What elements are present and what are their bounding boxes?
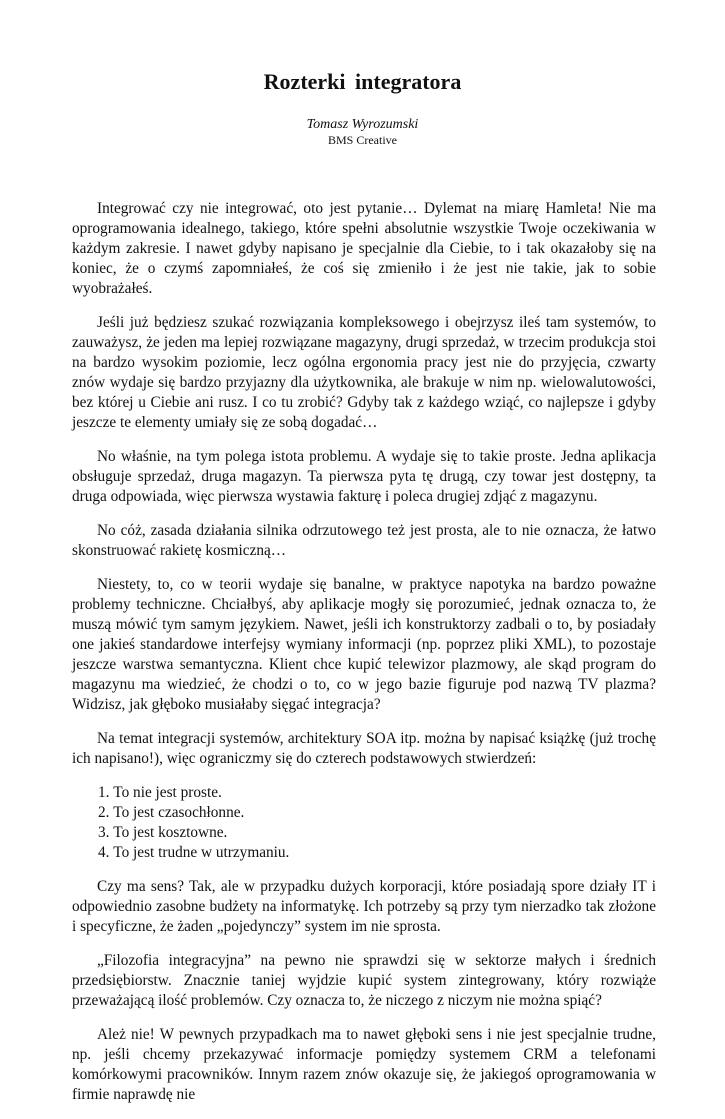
paragraph: Na temat integracji systemów, architektury SOA itp. można by napisać książkę (już trochę ich napisano!), więc ograniczmy się do czterech podstawowych stwierdzeń: [72, 730, 656, 767]
paragraph: Integrować czy nie integrować, oto jest pytanie… Dylemat na miarę Hamleta! Nie ma oprogramowania idealnego, takiego, które spełni absolutnie wszystkie Twoje oczekiwania w każdym zakresie. I nawet gdyby napisano je specjalnie dla Ciebie, to i tak okazałoby się na koniec, że o czymś zapomniałeś, że coś się zmieniło i że jest nie takie, jak to sobie wyobrażałeś. [72, 200, 656, 297]
author-name: Tomasz Wyrozumski [306, 117, 419, 132]
article-body [72, 199, 656, 1119]
paragraph: No właśnie, na tym polega istota problemu. A wydaje się to takie proste. Jedna aplikacja obsługuje sprzedaż, druga magazyn. Ta pierwsza pyta tę drugą, czy towar jest dostępny, ta druga odpowiada, więc pierwsza wystawia fakturę i poleca drugiej zdjąć z magazynu. [72, 448, 656, 505]
list-item: 2. To jest czasochłonne. [98, 803, 656, 823]
list-item: 4. To jest trudne w utrzymaniu. [98, 843, 656, 863]
paragraph: No cóż, zasada działania silnika odrzutowego też jest prosta, ale to nie oznacza, że łatwo skonstruować rakietę kosmiczną… [72, 522, 656, 559]
paragraph: Czy ma sens? Tak, ale w przypadku dużych korporacji, które posiadają spore działy IT i odpowiednio zasobne budżety na informatykę. Ich potrzeby są przy tym nierzadko tak złożone i specyficzne, że żaden „pojedynczy” system im nie sprosta. [72, 878, 656, 935]
paragraph: Jeśli już będziesz szukać rozwiązania kompleksowego i obejrzysz ileś tam systemów, to zauważysz, że jeden ma lepiej rozwiązane magazyny, drugi sprzedaż, w trzecim produkcja stoi na bardzo wysokim poziomie, lecz ogólna ergonomia pracy jest nie do przyjęcia, czwarty znów wydaje się bardzo przyjazny dla użytkownika, ale brakuje w nim np. wielowalutowości, bez której u Ciebie ani rusz. I co tu zrobić? Gdyby tak z każdego wziąć, co najlepsze i gdyby jeszcze te elementy umiały się ze sobą dogadać… [72, 314, 656, 431]
document-title: Rozterki integratora [263, 69, 462, 94]
paragraph: Ależ nie! W pewnych przypadkach ma to nawet głęboki sens i nie jest specjalnie trudne, np. jeśli chcemy przekazywać informacje pomiędzy systemem CRM a telefonami komórkowymi pracowników. Innym razem znów okazuje się, że jakiegoś oprogramowania w firmie naprawdę nie [72, 1026, 656, 1103]
author-affiliation: BMS Creative [328, 133, 397, 147]
paragraph: „Filozofia integracyjna” na pewno nie sprawdzi się w sektorze małych i średnich przedsiębiorstw. Znacznie taniej wyjdzie kupić system zintegrowany, który rozwiąże przeważającą ilość problemów. Czy oznacza to, że niczego z niczym nie można spiąć? [72, 952, 656, 1009]
list-item: 3. To jest kosztowne. [98, 823, 656, 843]
numbered-list [72, 783, 656, 863]
paragraph: Niestety, to, co w teorii wydaje się banalne, w praktyce napotyka na bardzo poważne problemy techniczne. Chciałbyś, aby aplikacje mogły się porozumieć, jednak oznacza to, że muszą mówić tym samym językiem. Nawet, jeśli ich konstruktorzy zadbali o to, by posiadały one jakieś standardowe interfejsy wymiany informacji (np. poprzez pliki XML), to pozostaje jeszcze warstwa semantyczna. Klient chce kupić telewizor plazmowy, ale skąd program do magazynu ma wiedzieć, że chodzi o to, co w jego bazie figuruje pod nazwą TV plazma? Widzisz, jak głęboko musiałaby sięgać integracja? [72, 576, 656, 713]
list-item: 1. To nie jest proste. [98, 783, 656, 803]
